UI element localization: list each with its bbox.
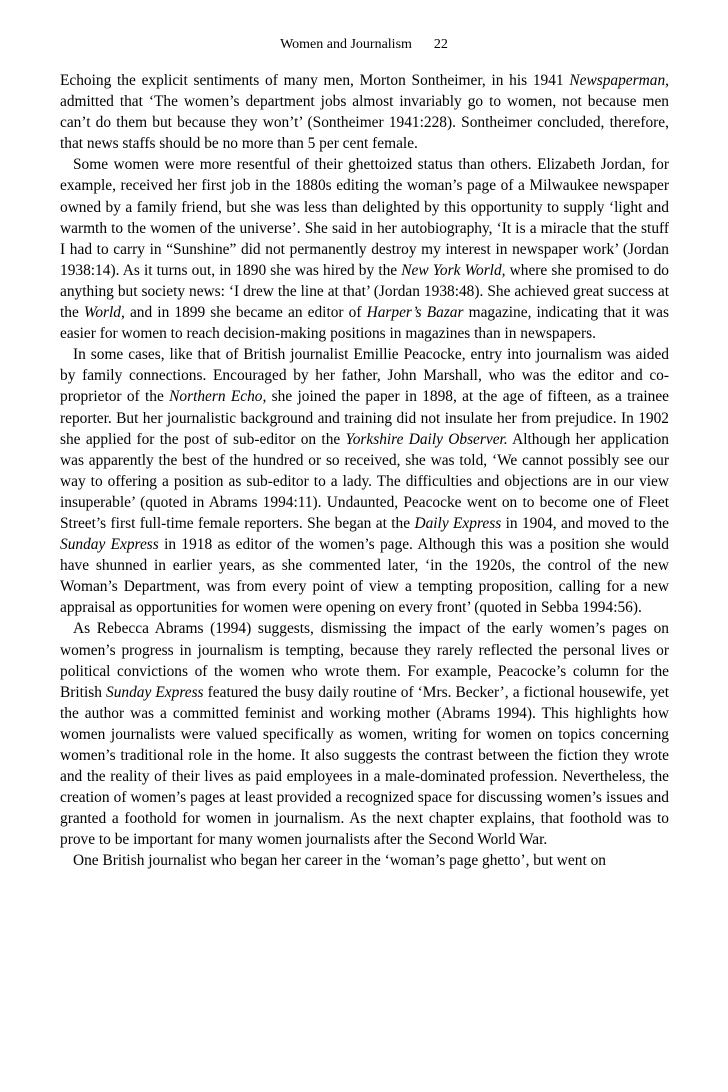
text-run: in 1918 as editor of the women’s page. Although this was a position she would have shunned in earlier years, as she commented later, ‘in the 1920s, the control of the new Woman’s Department, was from every point of view a tempting proposition, calling for a new appraisal as opportunities for women were opening on every front’ (quoted in Sebba 1994:56). [60,536,669,617]
italic-title: New York World, [401,261,506,279]
body-text [60,70,669,872]
text-run: where she promised to do anything but society news: ‘I drew the line at that’ (Jordan 1938:48). She achieved great success at the [60,261,669,322]
paragraph [60,70,669,154]
text-run: Echoing the explicit sentiments of many men, Morton Sontheimer, in his 1941 [60,72,570,89]
italic-title: Sunday Express [60,536,159,554]
text-run: magazine, indicating that it was easier for women to reach decision-making positions in magazines than in newspapers. [60,304,669,343]
running-header [0,37,728,53]
running-header-title: Women and Journalism [280,37,412,52]
text-run: admitted that ‘The women’s department jobs almost invariably go to women, not because men can’t do them but because they won’t’ (Sontheimer 1941:228). Sontheimer concluded, therefore, that news staffs should be no more than 5 per cent female. [60,93,669,153]
paragraph [60,154,669,344]
text-run: As Rebecca Abrams (1994) suggests, dismissing the impact of the early women’s pages on women’s progress in journalism is tempting, because they rarely reflected the personal lives or political convictions of the women who wrote them. For example, Peacocke’s column for the British [60,620,669,701]
italic-title: Daily Express [414,514,502,532]
text-run: In some cases, like that of British journalist Emillie Peacocke, entry into journalism was aided by family connections. Encouraged by her father, John Marshall, who was the editor and co-proprietor of the [60,346,669,406]
paragraph [60,618,669,850]
page-number: 22 [433,37,448,52]
italic-title: World, [83,304,125,322]
italic-title: Harper’s Bazar [366,304,464,322]
italic-title: Yorkshire Daily Observer. [345,430,508,448]
text-run: and in 1899 she became an editor of [124,304,367,322]
italic-title: Newspaperman, [569,72,669,89]
text-run: featured the busy daily routine of ‘Mrs. Becker’, a fictional housewife, yet the author was a committed feminist and working mother (Abrams 1994). This highlights how women journalists were valued specifically as women, writing for women on topics concerning women’s traditional role in the home. It also suggests the contrast between the fiction they wrote and the reality of their lives as paid employees in a male-dominated profession. Nevertheless, the creation of women’s pages at least provided a recognized space for discussing women’s issues and granted a foothold for women in journalism. As the next chapter explains, that foothold was to prove to be important for many women journalists after the Second World War. [60,683,670,849]
text-run: Some women were more resentful of their ghettoized status than others. Elizabeth Jordan, for example, received her first job in the 1880s editing the woman’s page of a Milwaukee newspaper owned by a family friend, but she was less than delighted by this opportunity to supply ‘light and warmth to the women of the universe’. She said in her autobiography, ‘It is a miracle that the stuff I had to carry in “Sunshine” did not permanently destroy my interest in newspaper work’ (Jordan 1938:14). As it turns out, in 1890 she was hired by the [60,156,669,279]
text-run: One British journalist who began her career in the ‘woman’s page ghetto’, but went on [73,852,606,870]
italic-title: Northern Echo, [169,388,267,406]
paragraph [60,850,669,871]
text-run: she joined the paper in 1898, at the age of fifteen, as a trainee reporter. But her journalistic background and training did not insulate her from prejudice. In 1902 she applied for the post of sub-editor on the [60,388,669,448]
paragraph [60,344,669,618]
italic-title: Sunday Express [106,683,204,701]
text-run: Although her application was apparently the best of the hundred or so received, she was told, ‘We cannot possibly see our way to offering a position as sub-editor to a lady. The difficulties and objections are in our view insuperable’ (quoted in Abrams 1994:11). Undaunted, Peacocke went on to become one of Fleet Street’s first full-time female reporters. She began at the [60,430,669,532]
text-run: in 1904, and moved to the [501,514,670,532]
